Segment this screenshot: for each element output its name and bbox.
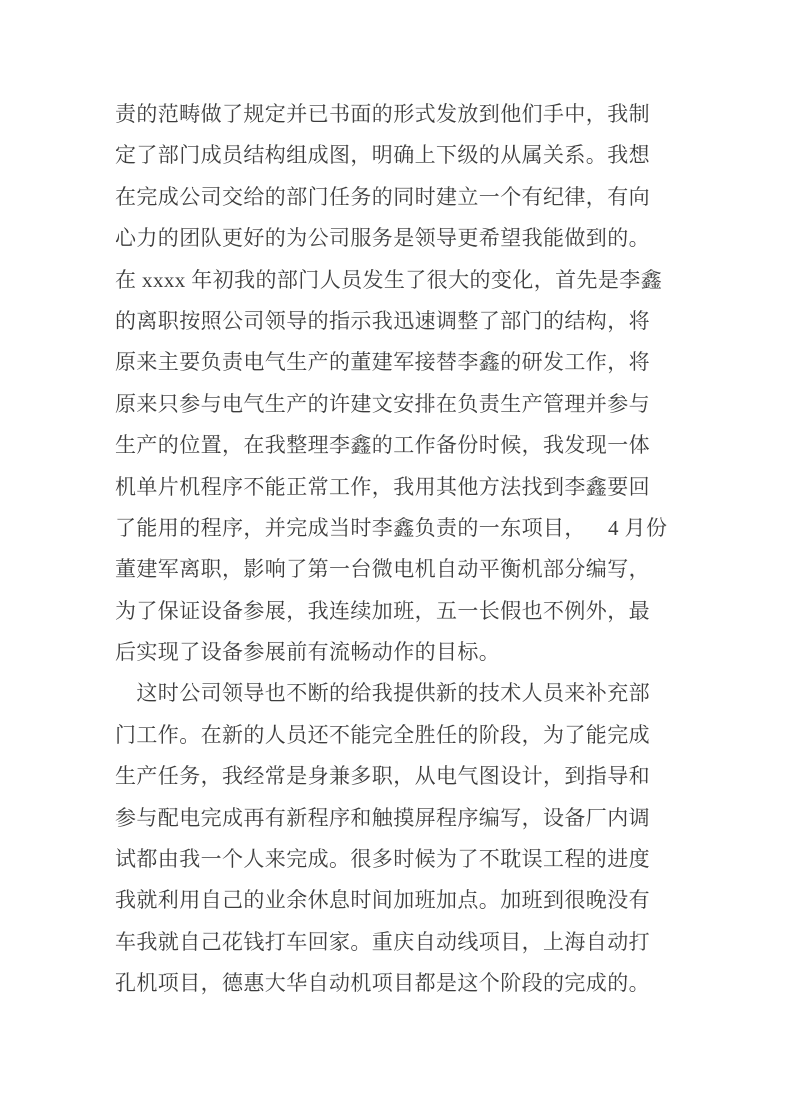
- text-line: 了能用的程序，并完成当时李鑫负责的一东项目， 4 月份: [115, 515, 668, 540]
- text-line: 定了部门成员结构组成图，明确上下级的从属关系。我想: [115, 143, 650, 168]
- text-line: 原来只参与电气生产的许建文安排在负责生产管理并参与: [115, 391, 650, 416]
- text-line: 机单片机程序不能正常工作，我用其他方法找到李鑫要回: [115, 474, 650, 499]
- text-line: 为了保证设备参展，我连续加班，五一长假也不例外，最: [115, 598, 650, 623]
- text-line: 参与配电完成再有新程序和触摸屏程序编写，设备厂内调: [115, 805, 650, 830]
- text-line: 心力的团队更好的为公司服务是领导更希望我能做到的。: [115, 226, 650, 251]
- text-line: 我就利用自己的业余休息时间加班加点。加班到很晚没有: [115, 888, 650, 913]
- text-line: 责的范畴做了规定并已书面的形式发放到他们手中，我制: [115, 102, 650, 126]
- text-line: 在 xxxx 年初我的部门人员发生了很大的变化，首先是李鑫: [115, 267, 663, 292]
- text-line: 的离职按照公司领导的指示我迅速调整了部门的结构，将: [115, 308, 650, 333]
- text-line: 董建军离职，影响了第一台微电机自动平衡机部分编写，: [115, 557, 650, 582]
- text-line: 在完成公司交给的部门任务的同时建立一个有纪律，有向: [115, 184, 650, 209]
- text-line: 车我就自己花钱打车回家。重庆自动线项目，上海自动打: [115, 929, 650, 954]
- text-line: 门工作。在新的人员还不能完全胜任的阶段，为了能完成: [115, 722, 650, 747]
- text-line: 生产的位置，在我整理李鑫的工作备份时候，我发现一体: [115, 433, 650, 458]
- text-line: 生产任务，我经常是身兼多职，从电气图设计，到指导和: [115, 764, 650, 789]
- text-line: 这时公司领导也不断的给我提供新的技术人员来补充部: [115, 681, 650, 706]
- text-line: 试都由我一个人来完成。很多时候为了不耽误工程的进度: [115, 847, 650, 872]
- text-block: [115, 94, 715, 1005]
- text-line: 后实现了设备参展前有流畅动作的目标。: [115, 640, 501, 665]
- text-line: 孔机项目，德惠大华自动机项目都是这个阶段的完成的。: [115, 971, 650, 996]
- text-line: 原来主要负责电气生产的董建军接替李鑫的研发工作，将: [115, 350, 650, 375]
